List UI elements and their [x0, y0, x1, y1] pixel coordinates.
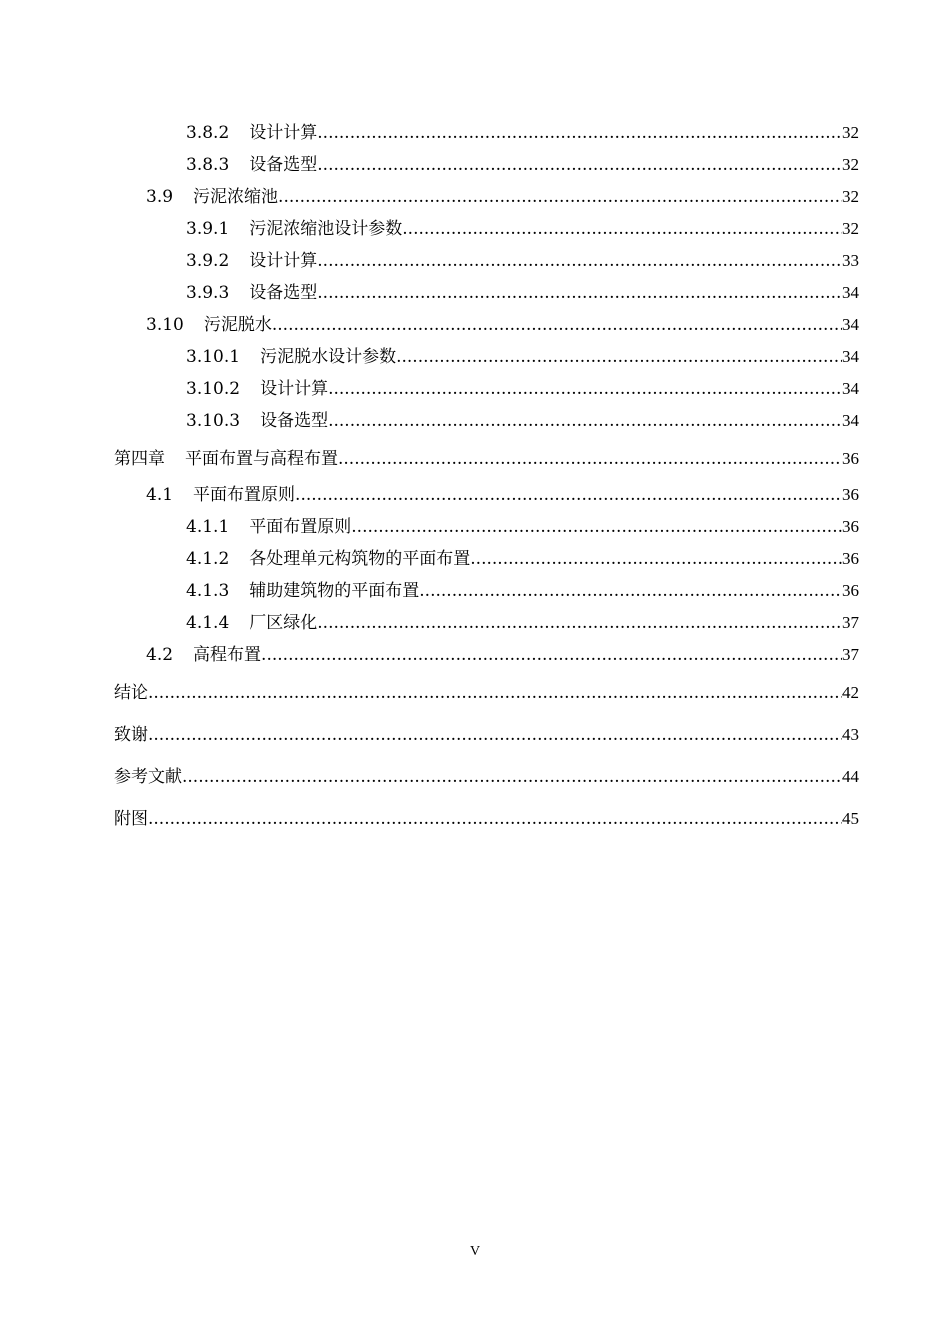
- toc-entry-title: 辅助建筑物的平面布置: [249, 581, 420, 601]
- toc-entry-title: 结论: [114, 683, 148, 703]
- toc-dot-leader: [261, 645, 842, 666]
- toc-entry-title: 致谢: [114, 725, 148, 745]
- toc-dot-leader: [317, 155, 842, 176]
- toc-entry-page: 32: [842, 155, 859, 174]
- toc-entry-number: 4.1: [146, 485, 174, 505]
- toc-entry-title: 参考文献: [114, 767, 182, 787]
- toc-entry-title: 污泥浓缩池: [193, 187, 279, 207]
- toc-dot-leader: [278, 187, 842, 208]
- toc-entry-number: 3.10.1: [186, 347, 241, 367]
- toc-entry-page: 45: [842, 809, 859, 828]
- toc-dot-leader: [317, 123, 842, 144]
- toc-dot-leader: [272, 315, 842, 336]
- toc-entry-8[interactable]: [114, 373, 859, 405]
- toc-entry-number: 4.1.4: [186, 613, 230, 633]
- toc-entry-title: 平面布置原则: [193, 485, 296, 505]
- toc-dot-leader: [148, 725, 842, 746]
- toc-entry-number: 3.10.3: [186, 411, 241, 431]
- toc-entry-title: 设备选型: [249, 283, 318, 303]
- toc-entry-title: 设计计算: [249, 251, 318, 271]
- toc-entry-title: 高程布置: [193, 645, 262, 665]
- toc-entry-number: 3.9.3: [186, 283, 230, 303]
- toc-entry-title: 平面布置原则: [249, 517, 352, 537]
- toc-entry-7[interactable]: [114, 341, 859, 373]
- toc-entry-page: 36: [842, 485, 859, 504]
- toc-entry-10[interactable]: [114, 437, 859, 479]
- toc-entry-title: 污泥浓缩池设计参数: [249, 219, 403, 239]
- toc-entry-title: 设备选型: [249, 155, 318, 175]
- toc-entry-title: 附图: [114, 809, 148, 829]
- toc-entry-11[interactable]: [114, 479, 859, 511]
- toc-dot-leader: [396, 347, 842, 368]
- toc-entry-page: 43: [842, 725, 859, 744]
- toc-entry-15[interactable]: [114, 607, 859, 639]
- toc-entry-2[interactable]: [114, 181, 859, 213]
- page-footer-number: V: [469, 1244, 481, 1259]
- toc-dot-leader: [317, 251, 842, 272]
- toc-dot-leader: [317, 613, 842, 634]
- toc-entry-title: 设计计算: [260, 379, 329, 399]
- toc-dot-leader: [295, 485, 842, 506]
- toc-entry-number: 4.1.1: [186, 517, 230, 537]
- toc-entry-page: 32: [842, 187, 859, 206]
- toc-entry-number: 3.8.2: [186, 123, 230, 143]
- toc-dot-leader: [419, 581, 842, 602]
- toc-entry-page: 36: [842, 549, 859, 568]
- toc-entry-title: 厂区绿化: [249, 613, 318, 633]
- toc-entry-6[interactable]: [114, 309, 859, 341]
- toc-entry-14[interactable]: [114, 575, 859, 607]
- toc-dot-leader: [402, 219, 842, 240]
- toc-entry-16[interactable]: [114, 639, 859, 671]
- toc-entry-page: 33: [842, 251, 859, 270]
- toc-dot-leader: [328, 379, 842, 400]
- toc-entry-title: 各处理单元构筑物的平面布置: [249, 549, 471, 569]
- toc-entry-page: 36: [842, 581, 859, 600]
- toc-entry-page: 44: [842, 767, 859, 786]
- toc-dot-leader: [317, 283, 842, 304]
- toc-entry-page: 42: [842, 683, 859, 702]
- toc-entry-9[interactable]: [114, 405, 859, 437]
- toc-entry-title: 污泥脱水: [203, 315, 272, 335]
- toc-entry-page: 34: [842, 347, 859, 366]
- toc-dot-leader: [148, 683, 842, 704]
- toc-dot-leader: [338, 449, 842, 470]
- toc-entry-number: 第四章: [114, 449, 165, 469]
- toc-dot-leader: [182, 767, 842, 788]
- toc-entry-page: 34: [842, 315, 859, 334]
- toc-entry-title: 设备选型: [260, 411, 329, 431]
- toc-entry-title: 设计计算: [249, 123, 318, 143]
- toc-entry-5[interactable]: [114, 277, 859, 309]
- table-of-contents: [114, 117, 859, 839]
- toc-entry-number: 4.1.2: [186, 549, 230, 569]
- toc-entry-title: 污泥脱水设计参数: [260, 347, 397, 367]
- toc-entry-page: 37: [842, 645, 859, 664]
- toc-entry-12[interactable]: [114, 511, 859, 543]
- toc-entry-number: 4.2: [146, 645, 174, 665]
- toc-entry-number: 3.8.3: [186, 155, 230, 175]
- toc-entry-page: 36: [842, 517, 859, 536]
- toc-entry-number: 3.10: [146, 315, 184, 335]
- toc-entry-13[interactable]: [114, 543, 859, 575]
- toc-entry-page: 34: [842, 283, 859, 302]
- toc-entry-page: 34: [842, 411, 859, 430]
- toc-entry-3[interactable]: [114, 213, 859, 245]
- toc-entry-page: 37: [842, 613, 859, 632]
- toc-dot-leader: [351, 517, 842, 538]
- toc-dot-leader: [148, 809, 842, 830]
- toc-entry-1[interactable]: [114, 149, 859, 181]
- toc-entry-page: 34: [842, 379, 859, 398]
- toc-entry-number: 3.9.2: [186, 251, 230, 271]
- toc-entry-18[interactable]: [114, 713, 859, 755]
- toc-entry-19[interactable]: [114, 755, 859, 797]
- toc-entry-number: 3.9: [146, 187, 174, 207]
- toc-dot-leader: [328, 411, 842, 432]
- toc-entry-title: 平面布置与高程布置: [185, 449, 338, 469]
- toc-entry-page: 32: [842, 123, 859, 142]
- toc-entry-number: 3.10.2: [186, 379, 241, 399]
- toc-dot-leader: [470, 549, 842, 570]
- toc-entry-0[interactable]: [114, 117, 859, 149]
- toc-entry-page: 32: [842, 219, 859, 238]
- toc-entry-number: 3.9.1: [186, 219, 230, 239]
- toc-entry-4[interactable]: [114, 245, 859, 277]
- toc-entry-20[interactable]: [114, 797, 859, 839]
- toc-entry-number: 4.1.3: [186, 581, 230, 601]
- toc-entry-page: 36: [842, 449, 859, 468]
- toc-entry-17[interactable]: [114, 671, 859, 713]
